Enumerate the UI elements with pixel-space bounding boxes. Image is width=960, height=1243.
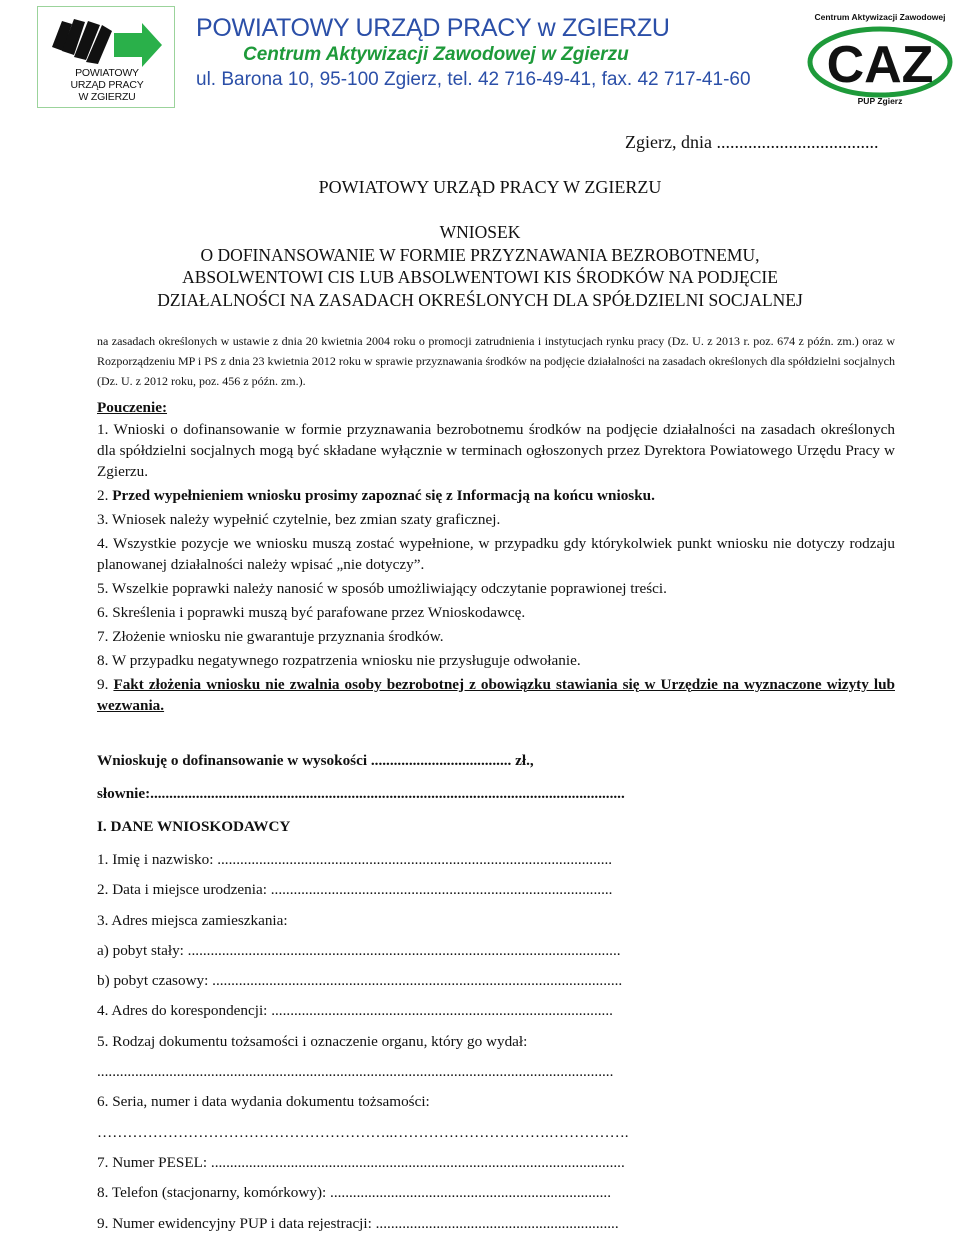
rule-7: 7. Złożenie wniosku nie gwarantuje przyznania środków.: [97, 628, 444, 645]
id-series-label: 6. Seria, numer i data wydania dokumentu tożsamości:: [97, 1093, 430, 1111]
permanent-residence-field[interactable]: a) pobyt stały: ..................................................................................................................: [97, 941, 621, 959]
id-document-field[interactable]: ........................................................................................................................................: [97, 1063, 614, 1081]
instructions-heading: Pouczenie:: [97, 399, 168, 416]
rule-6: 6. Skreślenia i poprawki muszą być parafowane przez Wnioskodawcę.: [97, 604, 526, 621]
title-line-4: DZIAŁALNOŚCI NA ZASADACH OKREŚLONYCH DLA SPÓŁDZIELNI SOCJALNEJ: [157, 289, 803, 310]
rule-5: 5. Wszelkie poprawki należy nanosić w sposób umożliwiający odczytanie poprawionej treści.: [97, 580, 667, 597]
caz-mark: CAZ: [826, 36, 934, 94]
logo-line-3: W ZGIERZU: [78, 91, 136, 103]
legal-basis: na zasadach określonych w ustawie z dnia 20 kwietnia 2004 roku o promocji zatrudnienia i instytucjach rynku pracy (Dz. U. z 2013 r. poz. 674 z późn. zm.) oraz w Rozporządzeniu MP i PS z dnia 23 kwietnia 2012 roku w sprawie przyznawania środków na podjęcie działalności na zasadach określonych dla spółdzielni socjalnych (Dz. U. z 2012 roku, poz. 456 z późn. zm.).: [97, 334, 895, 388]
caz-top-text: Centrum Aktywizacji Zawodowej: [814, 12, 946, 22]
rule-1: 1. Wnioski o dofinansowanie w formie przyznawania bezrobotnemu środków na podjęcie działalności na zasadach określonych dla spółdzielni socjalnych mogą być składane wyłącznie w terminach ogłoszonych przez Dyrektora Powiatowego Urzędu Pracy w Zgierzu.: [97, 421, 895, 480]
rule-2-text: Przed wypełnieniem wniosku prosimy zapoznać się z Informacją na końcu wniosku.: [112, 487, 655, 504]
correspondence-address-field[interactable]: 4. Adres do korespondencji: ..........................................................................................: [97, 1002, 613, 1020]
pesel-field[interactable]: 7. Numer PESEL: .............................................................................................................: [97, 1153, 625, 1171]
date-line: Zgierz, dnia ....................................: [625, 132, 879, 152]
letterhead: [0, 0, 960, 118]
amount-words-field[interactable]: słownie:.............................................................................................................................: [97, 785, 625, 802]
office-address: ul. Barona 10, 95-100 Zgierz, tel. 42 716-49-41, fax. 42 717-41-60: [196, 69, 751, 90]
rule-9-text: Fakt złożenia wniosku nie zwalnia osoby bezrobotnej z obowiązku stawiania się w Urzędzie na wyznaczone wizyty lub wezwania.: [97, 676, 895, 714]
rule-2-number: 2.: [97, 487, 113, 504]
rule-2: [97, 485, 895, 506]
application-form: [97, 750, 837, 1243]
pup-logo: [37, 6, 175, 108]
letterhead-text: [196, 14, 796, 93]
logo-line-1: POWIATOWY: [75, 67, 139, 79]
pup-registration-field[interactable]: 9. Numer ewidencyjny PUP i data rejestracji: ................................................................: [97, 1214, 619, 1232]
section-applicant-heading: I. DANE WNIOSKODAWCY: [97, 818, 291, 835]
instructions: [97, 397, 895, 719]
title-line-2: O DOFINANSOWANIE W FORMIE PRZYZNAWANIA BEZROBOTNEMU,: [200, 244, 760, 265]
title-line-3: ABSOLWENTOWI CIS LUB ABSOLWENTOWI KIS ŚRODKÓW NA PODJĘCIE: [182, 267, 778, 287]
pup-logo-text: [38, 67, 176, 103]
rule-9-number: 9.: [97, 676, 114, 693]
rule-8: 8. W przypadku negatywnego rozpatrzenia wniosku nie przysługuje odwołanie.: [97, 652, 581, 669]
id-document-label: 5. Rodzaj dokumentu tożsamości i oznaczenie organu, który go wydał:: [97, 1032, 528, 1050]
temporary-residence-field[interactable]: b) pobyt czasowy: ............................................................................................................: [97, 972, 623, 990]
rule-3: 3. Wniosek należy wypełnić czytelnie, bez zmian szaty graficznej.: [97, 511, 501, 528]
amount-field[interactable]: Wnioskuję o dofinansowanie w wysokości ..................................... zł.,: [97, 752, 534, 769]
name-field[interactable]: 1. Imię i nazwisko: ........................................................................................................: [97, 851, 613, 868]
phone-field[interactable]: 8. Telefon (stacjonarny, komórkowy): ..........................................................................: [97, 1184, 611, 1202]
rule-4: 4. Wszystkie pozycje we wniosku muszą zostać wypełnione, w przypadku gdy którykolwiek punkt wniosku nie dotyczy rodzaju planowanej działalności należy wpisać „nie dotyczy”.: [97, 535, 895, 573]
address-label: 3. Adres miejsca zamieszkania:: [97, 911, 288, 929]
logo-line-2: URZĄD PRACY: [70, 79, 144, 91]
center-name: Centrum Aktywizacji Zawodowej w Zgierzu: [243, 44, 629, 65]
title-line-1: WNIOSEK: [439, 222, 521, 242]
office-name: POWIATOWY URZĄD PRACY w ZGIERZU: [196, 14, 670, 42]
rule-9: [97, 674, 895, 716]
recipient-office: POWIATOWY URZĄD PRACY W ZGIERZU: [318, 177, 662, 197]
id-series-field[interactable]: …………………………………………………..………………………….…………….: [97, 1123, 629, 1141]
caz-logo: [806, 8, 954, 112]
document-title: [0, 221, 960, 311]
caz-bottom-text: PUP Zgierz: [857, 96, 903, 106]
birth-field[interactable]: 2. Data i miejsce urodzenia: ..........................................................................................: [97, 881, 613, 899]
